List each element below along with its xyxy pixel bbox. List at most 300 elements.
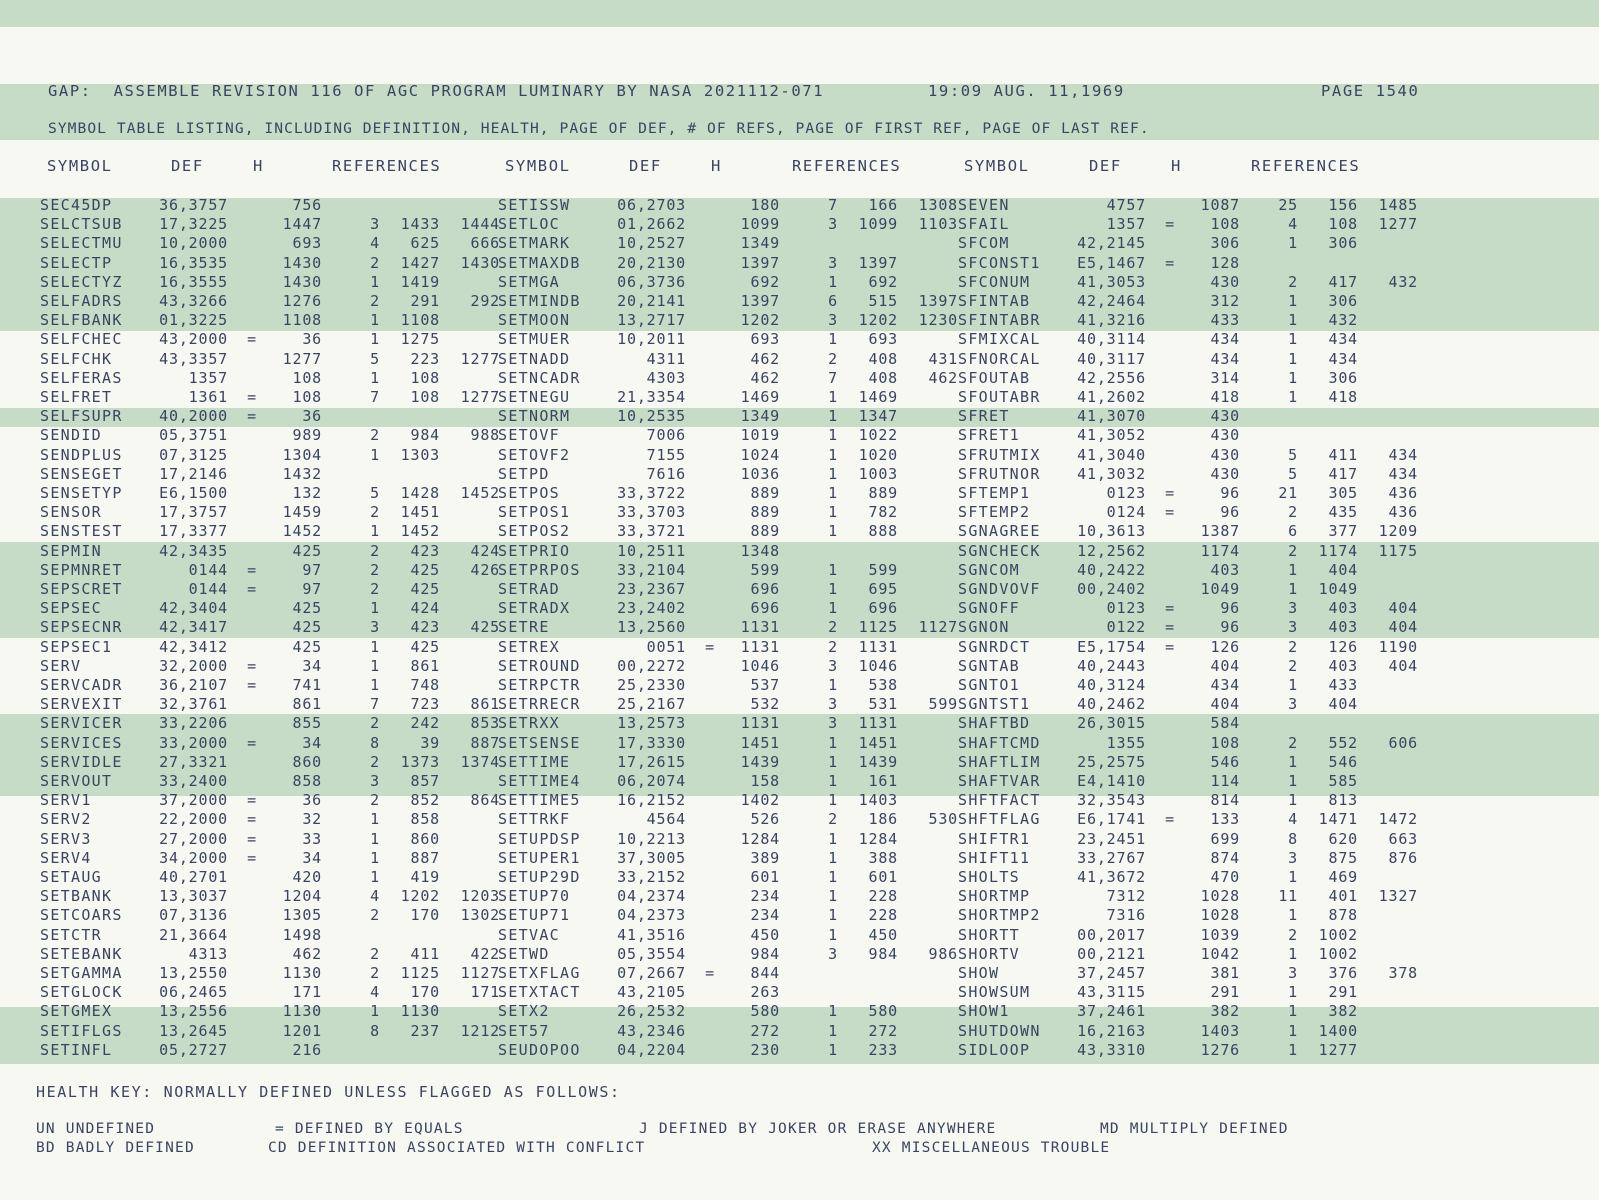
table-row <box>958 1022 1428 1041</box>
cell-symbol: SELFCHEC <box>40 330 123 349</box>
cell-def-page: 216 <box>292 1040 322 1059</box>
cell-ref-count: 1 <box>1288 944 1298 963</box>
cell-def-page: 526 <box>750 810 780 829</box>
cell-symbol: SERVOUT <box>40 772 113 790</box>
table-row <box>40 926 510 945</box>
cell-first-ref: 813 <box>1328 791 1358 810</box>
cell-def: 32,3543 <box>1077 791 1146 810</box>
cell-symbol: SETPOS <box>498 484 560 502</box>
cell-def: 41,3516 <box>617 925 686 944</box>
cell-def: 00,2121 <box>1077 944 1146 963</box>
cell-last-ref: 1127 <box>460 964 500 982</box>
cell-ref-count: 1 <box>370 848 380 867</box>
table-row <box>498 983 968 1002</box>
table-row <box>958 388 1428 407</box>
table-row <box>958 599 1428 618</box>
table-row <box>40 906 510 925</box>
cell-symbol: SETMOON <box>498 311 571 330</box>
cell-def-page: 430 <box>1210 445 1240 464</box>
table-row <box>958 676 1428 695</box>
cell-ref-count: 4 <box>1288 215 1298 234</box>
col-header-def: DEF <box>1089 157 1122 175</box>
cell-first-ref: 1049 <box>1318 580 1358 598</box>
cell-ref-count: 4 <box>370 887 380 906</box>
table-row <box>498 561 968 580</box>
cell-def-page: 114 <box>1210 772 1240 790</box>
table-row <box>498 753 968 772</box>
cell-symbol: SETPD <box>498 464 550 483</box>
cell-def-page: 425 <box>292 637 322 656</box>
key-misc-trouble: XX MISCELLANEOUS TROUBLE <box>872 1140 1111 1156</box>
cell-def: 0122 <box>1106 618 1146 637</box>
table-row <box>958 561 1428 580</box>
cell-first-ref: 1130 <box>400 1002 440 1021</box>
cell-def-page: 1036 <box>740 464 780 483</box>
cell-def-page: 132 <box>292 484 322 502</box>
cell-def-page: 108 <box>292 388 322 406</box>
cell-symbol: SFCONST1 <box>958 253 1041 272</box>
cell-symbol: SETAUG <box>40 868 102 886</box>
cell-def: 36,3757 <box>159 196 228 214</box>
cell-def: 4313 <box>188 944 228 963</box>
cell-def-page: 1087 <box>1200 196 1240 214</box>
cell-last-ref: 986 <box>928 944 958 963</box>
cell-symbol: SELECTMU <box>40 234 123 253</box>
table-row <box>958 542 1428 561</box>
table-row <box>40 542 510 561</box>
cell-symbol: SETUP71 <box>498 906 571 925</box>
table-row <box>40 273 510 292</box>
cell-def: 43,2346 <box>617 1021 686 1040</box>
col-header-def: DEF <box>629 157 662 175</box>
cell-ref-count: 2 <box>370 503 380 522</box>
cell-def: 16,2152 <box>617 791 686 810</box>
cell-symbol: SETUPER1 <box>498 848 581 867</box>
cell-def: 06,2703 <box>617 196 686 214</box>
cell-ref-count: 2 <box>370 964 380 982</box>
cell-symbol: SETTIME <box>498 752 571 771</box>
cell-ref-count: 2 <box>370 944 380 963</box>
cell-symbol: SGNCOM <box>958 560 1020 579</box>
cell-def: 33,3721 <box>617 522 686 541</box>
cell-last-ref: 853 <box>470 714 500 733</box>
cell-def: 37,2461 <box>1077 1002 1146 1021</box>
cell-ref-count: 4 <box>370 983 380 1002</box>
table-row <box>958 446 1428 465</box>
cell-ref-count: 3 <box>1288 964 1298 982</box>
cell-symbol: SHORTV <box>958 944 1020 963</box>
cell-first-ref: 272 <box>868 1021 898 1040</box>
cell-symbol: SELFBANK <box>40 311 123 330</box>
header-title: GAP: ASSEMBLE REVISION 116 OF AGC PROGRAM LUMINARY BY NASA 2021112-071 <box>48 82 825 100</box>
cell-def: 37,2000 <box>159 791 228 810</box>
cell-symbol: SEPMNRET <box>40 560 123 579</box>
table-row <box>958 1002 1428 1021</box>
cell-symbol: SGNTO1 <box>958 676 1020 694</box>
cell-symbol: SFINTABR <box>958 311 1041 330</box>
table-row <box>958 196 1428 215</box>
cell-ref-count: 3 <box>828 714 838 733</box>
cell-def-page: 1276 <box>282 292 322 310</box>
cell-def-page: 36 <box>302 407 322 426</box>
cell-ref-count: 2 <box>828 618 838 637</box>
cell-def: 16,3535 <box>159 253 228 272</box>
cell-first-ref: 1174 <box>1318 541 1358 560</box>
cell-first-ref: 408 <box>868 368 898 387</box>
cell-ref-count: 1 <box>370 829 380 848</box>
cell-def: 42,3417 <box>159 618 228 637</box>
table-row <box>958 772 1428 791</box>
key-conflict: CD DEFINITION ASSOCIATED WITH CONFLICT <box>268 1140 646 1156</box>
cell-first-ref: 242 <box>410 714 440 733</box>
page-number: PAGE 1540 <box>1321 82 1420 100</box>
table-row <box>40 618 510 637</box>
cell-symbol: SFNORCAL <box>958 349 1041 368</box>
cell-def-page: 1042 <box>1200 944 1240 963</box>
cell-last-ref: 1212 <box>460 1021 500 1040</box>
cell-first-ref: 695 <box>868 580 898 598</box>
cell-first-ref: 861 <box>410 656 440 675</box>
health-key-title: HEALTH KEY: NORMALLY DEFINED UNLESS FLAGGED AS FOLLOWS: <box>36 1083 621 1101</box>
cell-ref-count: 1 <box>828 829 838 848</box>
table-row <box>498 926 968 945</box>
cell-ref-count: 2 <box>370 541 380 560</box>
cell-def: 13,2717 <box>617 311 686 330</box>
cell-ref-count: 2 <box>370 752 380 771</box>
cell-ref-count: 1 <box>370 368 380 387</box>
cell-symbol: SHAFTVAR <box>958 772 1041 790</box>
cell-symbol: SHIFT11 <box>958 848 1031 867</box>
cell-def: 1357 <box>1106 215 1146 234</box>
cell-def: 34,2000 <box>159 848 228 867</box>
cell-ref-count: 8 <box>1288 829 1298 848</box>
table-row <box>958 753 1428 772</box>
table-row <box>498 196 968 215</box>
cell-symbol: SIDLOOP <box>958 1040 1031 1059</box>
cell-def-page: 1019 <box>740 426 780 445</box>
table-row <box>40 734 510 753</box>
cell-def-page: 1039 <box>1200 925 1240 944</box>
cell-def-page: 984 <box>750 944 780 963</box>
cell-last-ref: 462 <box>928 368 958 387</box>
table-row <box>498 810 968 829</box>
cell-first-ref: 748 <box>410 676 440 694</box>
cell-first-ref: 1020 <box>858 445 898 464</box>
cell-symbol: SHFTFLAG <box>958 810 1041 829</box>
cell-ref-count: 1 <box>370 599 380 618</box>
cell-def: 42,2556 <box>1077 368 1146 387</box>
cell-symbol: SETRXX <box>498 714 560 733</box>
cell-symbol: SETNEGU <box>498 388 571 406</box>
cell-ref-count: 2 <box>370 714 380 733</box>
cell-last-ref: 606 <box>1388 733 1418 752</box>
cell-first-ref: 291 <box>1328 983 1358 1002</box>
table-row <box>498 311 968 330</box>
cell-def-page: 860 <box>292 752 322 771</box>
cell-ref-count: 2 <box>370 906 380 925</box>
cell-first-ref: 403 <box>1328 618 1358 637</box>
key-joker: J DEFINED BY JOKER OR ERASE ANYWHERE <box>639 1121 997 1137</box>
cell-def-page: 1131 <box>740 637 780 656</box>
cell-def-page: 96 <box>1220 599 1240 618</box>
cell-symbol: SELFCHK <box>40 349 113 368</box>
cell-ref-count: 1 <box>828 503 838 522</box>
table-row <box>40 292 510 311</box>
cell-ref-count: 2 <box>1288 733 1298 752</box>
cell-first-ref: 1427 <box>400 253 440 272</box>
table-row <box>40 1002 510 1021</box>
col-header-references: REFERENCES <box>1251 157 1361 175</box>
table-row <box>958 254 1428 273</box>
table-row <box>958 657 1428 676</box>
cell-first-ref: 237 <box>410 1021 440 1040</box>
cell-symbol: SETUPDSP <box>498 829 581 848</box>
table-row <box>40 772 510 791</box>
cell-def-page: 1452 <box>282 522 322 541</box>
cell-def: 40,2701 <box>159 868 228 886</box>
cell-first-ref: 860 <box>410 829 440 848</box>
cell-symbol: SHAFTLIM <box>958 752 1041 771</box>
cell-def-page: 263 <box>750 983 780 1002</box>
cell-last-ref: 1444 <box>460 215 500 234</box>
cell-def-page: 584 <box>1210 714 1240 733</box>
cell-health: = <box>1165 599 1175 618</box>
cell-health: = <box>1165 253 1175 272</box>
cell-def-page: 434 <box>1210 330 1240 349</box>
cell-def-page: 433 <box>1210 311 1240 330</box>
cell-symbol: SFRET1 <box>958 426 1020 445</box>
cell-symbol: SEUDOPOO <box>498 1040 581 1059</box>
table-row <box>498 906 968 925</box>
cell-def-page: 158 <box>750 772 780 790</box>
cell-symbol: SGNRDCT <box>958 637 1031 656</box>
cell-first-ref: 1202 <box>400 887 440 906</box>
cell-symbol: SHOW <box>958 964 1000 982</box>
cell-ref-count: 2 <box>370 580 380 598</box>
cell-def: 41,2602 <box>1077 388 1146 406</box>
cell-def: 06,3736 <box>617 272 686 291</box>
table-row <box>498 849 968 868</box>
cell-def: 42,3404 <box>159 599 228 618</box>
table-row <box>40 234 510 253</box>
cell-def-page: 1459 <box>282 503 322 522</box>
col-header-def: DEF <box>171 157 204 175</box>
table-row <box>40 868 510 887</box>
cell-ref-count: 1 <box>828 522 838 541</box>
cell-def-page: 1130 <box>282 964 322 982</box>
table-row <box>498 542 968 561</box>
cell-symbol: SFRUTMIX <box>958 445 1041 464</box>
cell-def: 26,3015 <box>1077 714 1146 733</box>
table-row <box>498 369 968 388</box>
cell-first-ref: 620 <box>1328 829 1358 848</box>
table-row <box>498 1002 968 1021</box>
cell-first-ref: 1131 <box>858 714 898 733</box>
cell-first-ref: 433 <box>1328 676 1358 694</box>
cell-health: = <box>247 580 257 598</box>
cell-def: 42,2145 <box>1077 234 1146 253</box>
table-row <box>498 350 968 369</box>
cell-health: = <box>1165 484 1175 502</box>
cell-def: 43,3357 <box>159 349 228 368</box>
table-row <box>958 618 1428 637</box>
cell-symbol: SFOUTABR <box>958 388 1041 406</box>
cell-last-ref: 434 <box>1388 464 1418 483</box>
cell-ref-count: 1 <box>828 676 838 694</box>
cell-symbol: SERV4 <box>40 848 92 867</box>
cell-last-ref: 1277 <box>1378 215 1418 234</box>
cell-symbol: SHFTFACT <box>958 791 1041 810</box>
cell-def: 0124 <box>1106 503 1146 522</box>
cell-symbol: SGNCHECK <box>958 541 1041 560</box>
cell-ref-count: 2 <box>1288 503 1298 522</box>
cell-symbol: SETGAMMA <box>40 964 123 982</box>
table-row <box>40 676 510 695</box>
cell-symbol: SETRRECR <box>498 695 581 714</box>
cell-last-ref: 1430 <box>460 253 500 272</box>
cell-symbol: SERVEXIT <box>40 695 123 714</box>
cell-def: 17,3377 <box>159 522 228 541</box>
cell-first-ref: 984 <box>410 426 440 445</box>
cell-def-page: 34 <box>302 733 322 752</box>
table-row <box>958 964 1428 983</box>
cell-def-page: 450 <box>750 925 780 944</box>
cell-def: 17,3225 <box>159 215 228 234</box>
cell-last-ref: 861 <box>470 695 500 714</box>
table-row <box>40 407 510 426</box>
cell-def: 05,2727 <box>159 1040 228 1059</box>
cell-symbol: SETXTACT <box>498 983 581 1002</box>
table-row <box>958 369 1428 388</box>
table-row <box>498 484 968 503</box>
cell-first-ref: 305 <box>1328 484 1358 502</box>
table-row <box>498 734 968 753</box>
table-row <box>958 983 1428 1002</box>
cell-def-page: 989 <box>292 426 322 445</box>
key-badly-defined: BD BADLY DEFINED <box>36 1140 195 1156</box>
cell-ref-count: 1 <box>828 868 838 886</box>
cell-health: = <box>247 656 257 675</box>
cell-ref-count: 1 <box>1288 772 1298 790</box>
cell-def: 40,3117 <box>1077 349 1146 368</box>
cell-def-page: 692 <box>750 272 780 291</box>
cell-ref-count: 1 <box>828 464 838 483</box>
cell-ref-count: 1 <box>370 445 380 464</box>
cell-def: 40,2462 <box>1077 695 1146 714</box>
cell-def: 12,2562 <box>1077 541 1146 560</box>
cell-last-ref: 432 <box>1388 272 1418 291</box>
cell-def-page: 404 <box>1210 695 1240 714</box>
cell-first-ref: 423 <box>410 618 440 637</box>
cell-def: 43,2000 <box>159 330 228 349</box>
cell-symbol: SETUP70 <box>498 887 571 906</box>
cell-first-ref: 161 <box>868 772 898 790</box>
cell-def-page: 1430 <box>282 253 322 272</box>
cell-def: 33,2206 <box>159 714 228 733</box>
cell-ref-count: 1 <box>1288 292 1298 310</box>
cell-def: 43,2105 <box>617 983 686 1002</box>
cell-def: 42,3435 <box>159 541 228 560</box>
cell-symbol: SERVIDLE <box>40 752 123 771</box>
cell-def: 07,3136 <box>159 906 228 925</box>
cell-last-ref: 887 <box>470 733 500 752</box>
table-row <box>40 388 510 407</box>
cell-def: 41,3070 <box>1077 407 1146 426</box>
cell-def-page: 404 <box>1210 656 1240 675</box>
cell-first-ref: 692 <box>868 272 898 291</box>
cell-ref-count: 3 <box>1288 695 1298 714</box>
cell-ref-count: 1 <box>828 752 838 771</box>
cell-def: 23,2451 <box>1077 829 1146 848</box>
cell-def: 36,2107 <box>159 676 228 694</box>
cell-first-ref: 1275 <box>400 330 440 349</box>
cell-def: 13,3037 <box>159 887 228 906</box>
cell-ref-count: 1 <box>828 733 838 752</box>
cell-ref-count: 1 <box>828 1002 838 1021</box>
cell-last-ref: 436 <box>1388 484 1418 502</box>
cell-symbol: SENSETYP <box>40 484 123 502</box>
table-row <box>498 714 968 733</box>
cell-ref-count: 6 <box>1288 522 1298 541</box>
cell-def-page: 1130 <box>282 1002 322 1021</box>
table-row <box>958 791 1428 810</box>
table-row <box>958 484 1428 503</box>
cell-def: 00,2402 <box>1077 580 1146 598</box>
cell-def-page: 381 <box>1210 964 1240 982</box>
cell-symbol: SGNTST1 <box>958 695 1031 714</box>
cell-first-ref: 376 <box>1328 964 1358 982</box>
cell-symbol: SERVICER <box>40 714 123 733</box>
table-row <box>958 734 1428 753</box>
cell-last-ref: 530 <box>928 810 958 829</box>
cell-ref-count: 3 <box>828 656 838 675</box>
cell-first-ref: 1439 <box>858 752 898 771</box>
cell-def: 10,3613 <box>1077 522 1146 541</box>
cell-def: 20,2141 <box>617 292 686 310</box>
table-row <box>958 868 1428 887</box>
table-description: SYMBOL TABLE LISTING, INCLUDING DEFINITION, HEALTH, PAGE OF DEF, # OF REFS, PAGE OF FIRST REF, PAGE OF LAST REF. <box>48 120 1150 137</box>
cell-def-page: 1430 <box>282 272 322 291</box>
cell-def-page: 420 <box>292 868 322 886</box>
cell-last-ref: 424 <box>470 541 500 560</box>
cell-def-page: 855 <box>292 714 322 733</box>
cell-ref-count: 1 <box>1288 1040 1298 1059</box>
cell-symbol: SETSENSE <box>498 733 581 752</box>
cell-first-ref: 1452 <box>400 522 440 541</box>
cell-def-page: 108 <box>1210 215 1240 234</box>
cell-last-ref: 1203 <box>460 887 500 906</box>
cell-ref-count: 5 <box>1288 445 1298 464</box>
table-row <box>498 830 968 849</box>
cell-ref-count: 1 <box>1288 868 1298 886</box>
table-row <box>40 657 510 676</box>
cell-last-ref: 1397 <box>918 292 958 310</box>
table-row <box>498 945 968 964</box>
cell-def-page: 889 <box>750 503 780 522</box>
cell-def-page: 756 <box>292 196 322 214</box>
cell-def: 27,3321 <box>159 752 228 771</box>
cell-ref-count: 1 <box>828 407 838 426</box>
cell-first-ref: 601 <box>868 868 898 886</box>
cell-first-ref: 1131 <box>858 637 898 656</box>
table-row <box>40 638 510 657</box>
cell-def-page: 382 <box>1210 1002 1240 1021</box>
table-row <box>40 350 510 369</box>
cell-def-page: 546 <box>1210 752 1240 771</box>
table-row <box>498 618 968 637</box>
table-row <box>40 599 510 618</box>
cell-def-page: 128 <box>1210 253 1240 272</box>
